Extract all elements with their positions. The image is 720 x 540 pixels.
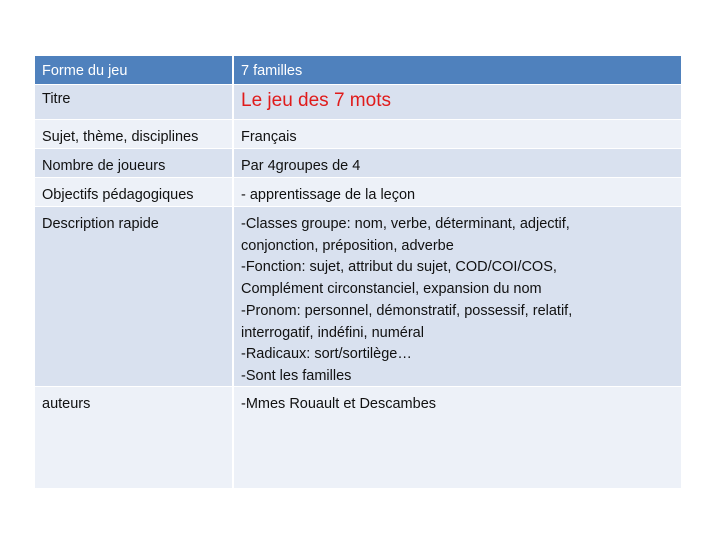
- row-value-titre: Le jeu des 7 mots: [234, 85, 681, 120]
- row-value-objectifs: - apprentissage de la leçon: [234, 178, 681, 207]
- row-value-auteurs: -Mmes Rouault et Descambes: [234, 387, 681, 489]
- row-label-titre: Titre: [35, 85, 234, 120]
- row-label-objectifs: Objectifs pédagogiques: [35, 178, 234, 207]
- row-label-auteurs: auteurs: [35, 387, 234, 489]
- header-value-cell: 7 familles: [234, 56, 681, 85]
- row-label-sujet: Sujet, thème, disciplines: [35, 120, 234, 149]
- row-label-description: Description rapide: [35, 207, 234, 387]
- row-label-joueurs: Nombre de joueurs: [35, 149, 234, 178]
- game-info-table: [35, 56, 681, 489]
- row-value-sujet: Français: [234, 120, 681, 149]
- row-value-joueurs: Par 4groupes de 4: [234, 149, 681, 178]
- row-value-description: -Classes groupe: nom, verbe, déterminant, adjectif, conjonction, préposition, adverbe -Fonction: sujet, attribut du sujet, COD/COI/COS, Complément circonstanciel, expansion du nom -Pronom: personnel, démonstratif, possessif, relatif, interrogatif, indéfini, numéral -Radicaux: sort/sortilège… -Sont les familles: [234, 207, 681, 387]
- header-label-cell: Forme du jeu: [35, 56, 234, 85]
